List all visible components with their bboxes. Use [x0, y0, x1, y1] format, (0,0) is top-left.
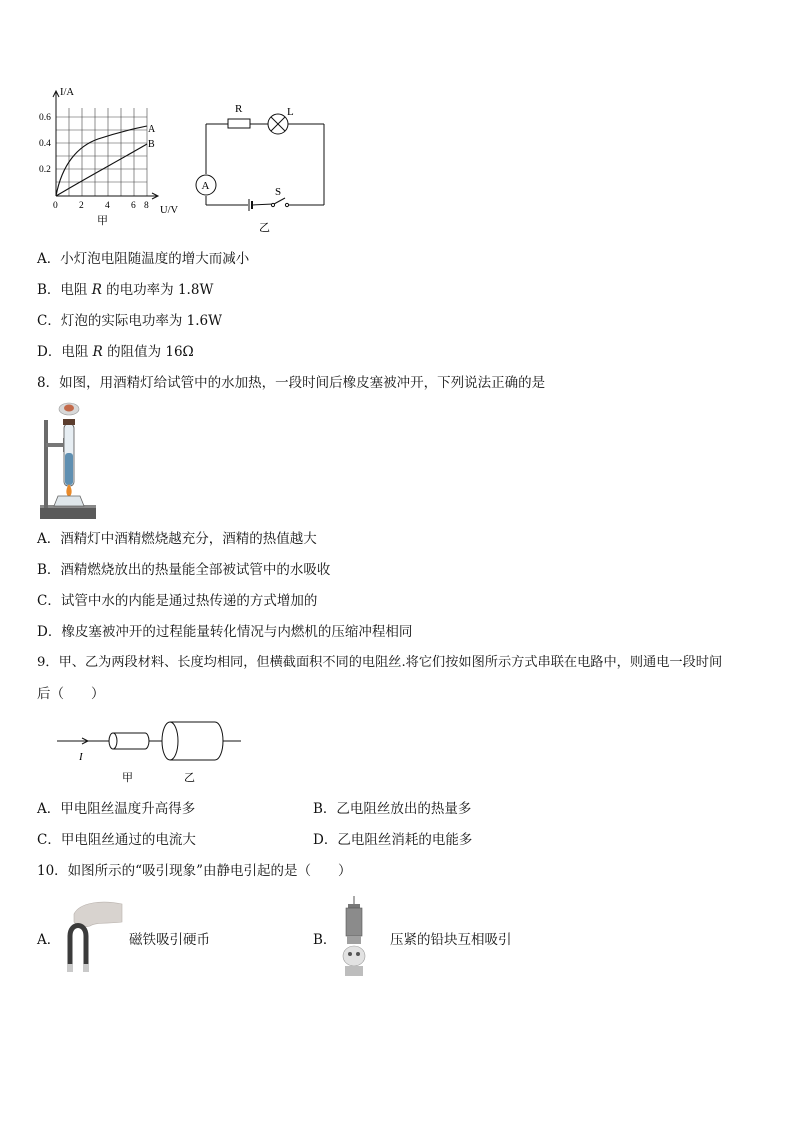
curve-b: [56, 144, 147, 196]
ammeter-label: A: [201, 180, 210, 192]
q10-stem: 10．如图所示的“吸引现象”由静电引起的是（ ）: [37, 863, 352, 879]
q10-option-b-letter: B．: [313, 932, 337, 948]
wire-label-yi: 乙: [184, 772, 195, 784]
x-tick: 4: [105, 201, 110, 211]
magnet-coin-image: [60, 896, 126, 976]
x-tick: 6: [131, 201, 136, 211]
x-tick: 0: [53, 201, 58, 211]
q9-stem-line2: 后（ ）: [37, 686, 105, 702]
q7-option-a: A．小灯泡电阻随温度的增大而减小: [37, 251, 250, 267]
q9-option-b: B．乙电阻丝放出的热量多: [313, 801, 472, 817]
lamp-symbol: [268, 114, 288, 134]
iu-graph-figure: [36, 82, 186, 227]
curve-b-label: B: [148, 139, 155, 150]
y-axis-label: I/A: [60, 87, 74, 98]
alcohol-lamp-test-tube-figure: [38, 398, 100, 522]
circuit-figure: [190, 96, 340, 238]
ammeter-symbol: [196, 175, 216, 195]
x-tick: 2: [79, 201, 84, 211]
q8-option-c: C．试管中水的内能是通过热传递的方式增加的: [37, 593, 318, 609]
switch-symbol: [271, 198, 288, 207]
q9-option-a: A．甲电阻丝温度升高得多: [37, 801, 196, 817]
q9-option-c: C．甲电阻丝通过的电流大: [37, 832, 196, 848]
resistor-symbol: [228, 119, 250, 128]
y-tick: 0.4: [39, 139, 51, 149]
q8-option-d: D．橡皮塞被冲开的过程能量转化情况与内燃机的压缩冲程相同: [37, 624, 413, 640]
current-label: I: [79, 751, 83, 763]
resistor-label: R: [235, 103, 243, 115]
q10-option-a-caption: 磁铁吸引硬币: [129, 932, 210, 948]
wire-label-jia: 甲: [122, 772, 133, 784]
x-tick: 8: [144, 201, 149, 211]
figure-caption-yi: 乙: [259, 222, 270, 234]
q8-option-a: A．酒精灯中酒精燃烧越充分，酒精的热值越大: [37, 531, 317, 547]
curve-a: [56, 126, 147, 196]
battery-symbol: [249, 199, 252, 211]
x-axis-label: U/V: [160, 205, 179, 216]
q7-option-d: D．电阻 R 的阻值为 16Ω: [37, 344, 194, 360]
resistance-wires-figure: [55, 713, 255, 791]
q7-option-b: B．电阻 R 的电功率为 1.8W: [37, 282, 214, 298]
q9-stem-line1: 9．甲、乙为两段材料、长度均相同，但横截面积不同的电阻丝.将它们按如图所示方式串联在电路中，则通电一段时间: [37, 655, 723, 670]
figure-caption-jia: 甲: [97, 215, 108, 227]
q8-stem: 8．如图，用酒精灯给试管中的水加热，一段时间后橡皮塞被冲开，下列说法正确的是: [37, 375, 546, 391]
q10-option-a-letter: A．: [37, 932, 61, 948]
q10-option-b-caption: 压紧的铅块互相吸引: [390, 932, 512, 948]
curve-a-label: A: [148, 124, 156, 135]
q7-option-c: C．灯泡的实际电功率为 1.6W: [37, 313, 222, 329]
switch-label: S: [275, 186, 282, 198]
q9-option-d: D．乙电阻丝消耗的电能多: [313, 832, 473, 848]
q8-option-b: B．酒精燃烧放出的热量能全部被试管中的水吸收: [37, 562, 331, 578]
y-tick: 0.6: [39, 113, 51, 123]
y-tick: 0.2: [39, 165, 51, 175]
lead-blocks-image: [336, 894, 372, 982]
lamp-label: L: [287, 106, 294, 118]
